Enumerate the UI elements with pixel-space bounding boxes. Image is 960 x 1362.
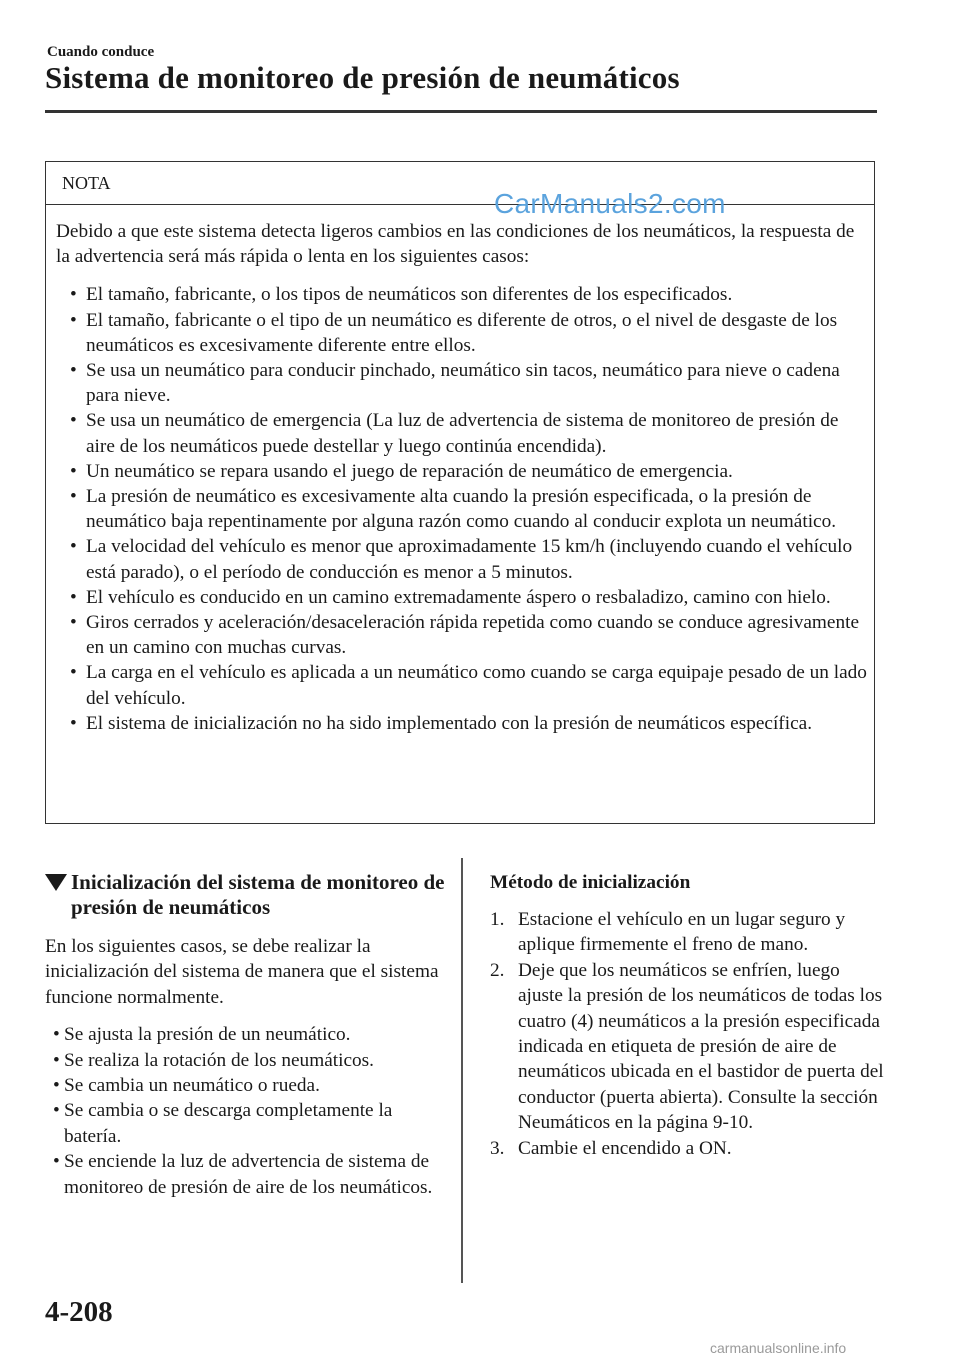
bullet-icon: • xyxy=(70,360,77,382)
triangle-down-icon xyxy=(45,874,67,891)
init-item-text: Se cambia o se descarga completamente la batería. xyxy=(64,1100,393,1147)
bullet-icon: • xyxy=(70,586,77,608)
note-item-text: El vehículo es conducido en un camino extremadamente áspero o resbaladizo, camino con hielo. xyxy=(86,586,831,608)
init-item xyxy=(45,1073,445,1098)
init-item-text: Se enciende la luz de advertencia de sistema de monitoreo de presión de aire de los neumáticos. xyxy=(64,1151,433,1198)
bullet-icon: • xyxy=(70,460,77,482)
init-item xyxy=(45,1022,445,1047)
note-item xyxy=(56,484,868,534)
init-item-text: Se realiza la rotación de los neumáticos. xyxy=(64,1049,374,1071)
init-heading-text: Inicialización del sistema de monitoreo de presión de neumáticos xyxy=(71,870,445,919)
note-item-text: Giros cerrados y aceleración/desaceleración rápida repetida como cuando se conduce agresivamente en un camino con muchas curvas. xyxy=(86,612,860,659)
note-item-text: El tamaño, fabricante o el tipo de un neumático es diferente de otros, o el nivel de desgaste de los neumáticos es excesivamente diferente entre ellos. xyxy=(86,309,838,356)
step-text: Estacione el vehículo en un lugar seguro y aplique firmemente el freno de mano. xyxy=(518,909,846,956)
bullet-icon: • xyxy=(70,662,77,684)
note-box xyxy=(45,161,875,824)
note-title: NOTA xyxy=(62,173,111,193)
note-item-text: La presión de neumático es excesivamente alta cuando la presión especificada, o la presión de neumático baja repentinamente por alguna razón como cuando al conducir explota un neumático. xyxy=(86,486,837,533)
bullet-icon: • xyxy=(70,612,77,634)
note-item xyxy=(56,459,868,484)
step-item xyxy=(490,1136,885,1161)
bullet-icon: • xyxy=(70,309,77,331)
watermark: CarManuals2.com xyxy=(494,188,726,219)
steps-list xyxy=(490,907,885,1161)
bullet-icon: • xyxy=(53,1100,60,1122)
note-item xyxy=(56,660,868,710)
step-number: 3. xyxy=(490,1137,505,1159)
note-item xyxy=(56,585,868,610)
init-item xyxy=(45,1048,445,1073)
note-item-text: Se usa un neumático de emergencia (La luz de advertencia de sistema de monitoreo de presión de aire de los neumáticos puede destellar y luego continúa encendida). xyxy=(86,410,839,457)
page-title: Sistema de monitoreo de presión de neumáticos xyxy=(45,60,680,95)
init-intro: En los siguientes casos, se debe realizar la inicialización del sistema de manera que el sistema funcione normalmente. xyxy=(45,936,439,1008)
bullet-icon: • xyxy=(53,1151,60,1173)
note-item xyxy=(56,711,868,736)
note-item xyxy=(56,610,868,660)
note-body xyxy=(56,219,868,736)
note-intro: Debido a que este sistema detecta ligeros cambios en las condiciones de los neumáticos, la respuesta de la advertencia será más rápida o lenta en los siguientes casos: xyxy=(56,221,855,268)
step-item xyxy=(490,958,885,1136)
column-divider xyxy=(461,858,463,1283)
title-rule xyxy=(45,110,877,113)
method-section xyxy=(490,870,885,1161)
note-item xyxy=(56,534,868,584)
bullet-icon: • xyxy=(70,712,77,734)
note-item xyxy=(56,408,868,458)
note-item xyxy=(56,282,868,307)
page-number: 4-208 xyxy=(45,1296,113,1328)
note-item-text: El tamaño, fabricante, o los tipos de neumáticos son diferentes de los especificados. xyxy=(86,284,733,306)
step-number: 1. xyxy=(490,909,505,930)
note-item xyxy=(56,308,868,358)
note-item-text: Se usa un neumático para conducir pinchado, neumático sin tacos, neumático para nieve o cadena para nieve. xyxy=(86,360,840,407)
init-item-text: Se ajusta la presión de un neumático. xyxy=(64,1024,351,1046)
note-header xyxy=(46,162,874,205)
bullet-icon: • xyxy=(70,284,77,306)
bullet-icon: • xyxy=(70,536,77,558)
note-item-text: Un neumático se repara usando el juego de reparación de neumático de emergencia. xyxy=(86,460,733,482)
bullet-icon: • xyxy=(70,486,77,508)
step-text: Cambie el encendido a ON. xyxy=(518,1137,732,1159)
bullet-icon: • xyxy=(70,410,77,432)
step-text: Deje que los neumáticos se enfríen, luego ajuste la presión de los neumáticos de todas los cuatro (4) neumáticos a la presión especificada indicada en etiqueta de presión de aire de neumáticos ubicada en el bastidor de puerta del conductor (puerta abierta). Consulte la sección Neumáticos en la página 9-10. xyxy=(518,959,884,1134)
note-item-text: El sistema de inicialización no ha sido implementado con la presión de neumáticos específica. xyxy=(86,712,813,734)
bullet-icon: • xyxy=(53,1024,60,1046)
init-section xyxy=(45,870,445,1200)
note-item-text: La velocidad del vehículo es menor que aproximadamente 15 km/h (incluyendo cuando el vehículo está parado), o el período de conducción es menor a 5 minutos. xyxy=(86,536,853,583)
init-item-text: Se cambia un neumático o rueda. xyxy=(64,1075,320,1097)
init-item xyxy=(45,1098,445,1149)
section-label: Cuando conduce xyxy=(47,44,155,60)
note-item xyxy=(56,358,868,408)
bullet-icon: • xyxy=(53,1049,60,1071)
bullet-icon: • xyxy=(53,1075,60,1097)
init-heading xyxy=(45,870,445,920)
note-item-text: La carga en el vehículo es aplicada a un neumático como cuando se carga equipaje pesado de un lado del vehículo. xyxy=(86,662,867,709)
footer-watermark: carmanualsonline.info xyxy=(710,1340,847,1356)
note-list xyxy=(56,282,868,736)
step-item xyxy=(490,907,885,958)
step-number: 2. xyxy=(490,959,505,981)
init-list xyxy=(45,1022,445,1200)
init-item xyxy=(45,1149,445,1200)
method-heading: Método de inicialización xyxy=(490,872,691,893)
